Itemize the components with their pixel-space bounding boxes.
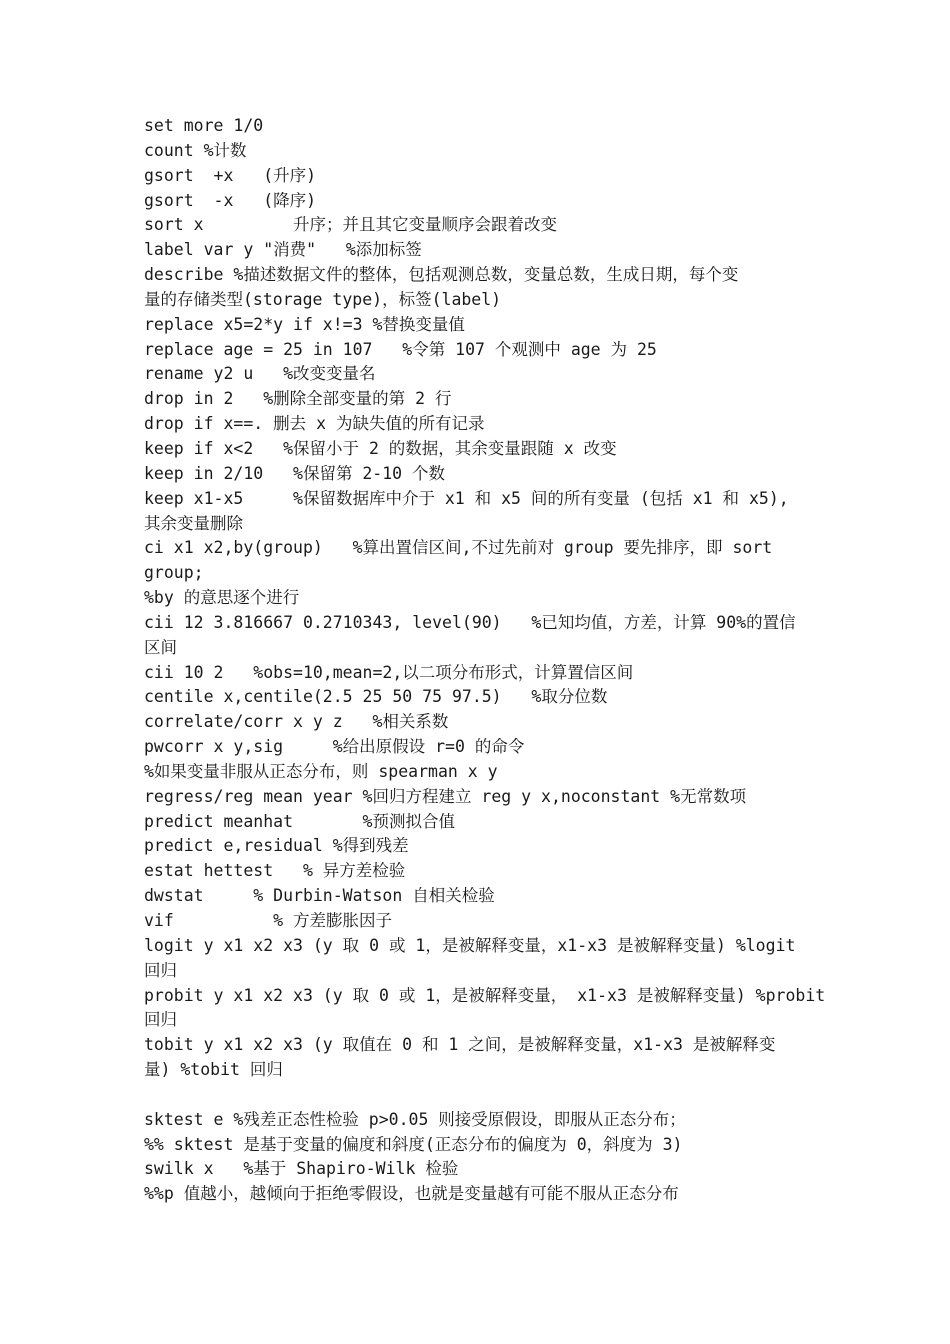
text-line: replace x5=2*y if x!=3 %替换变量值 <box>144 314 465 334</box>
text-line: %by 的意思逐个进行 <box>144 588 300 608</box>
text-line: describe %描述数据文件的整体，包括观测总数，变量总数，生成日期，每个变 <box>144 265 739 285</box>
text-line: group; <box>144 563 204 583</box>
text-line: 回归 <box>144 960 177 980</box>
code-notes-body <box>144 114 824 1207</box>
text-line: 量的存储类型(storage type)，标签(label) <box>144 289 502 309</box>
text-line: label var y "消费" %添加标签 <box>144 240 422 260</box>
text-line: predict meanhat %预测拟合值 <box>144 811 455 831</box>
text-line: 区间 <box>144 637 177 657</box>
text-line: sktest e %残差正态性检验 p>0.05 则接受原假设，即服从正态分布； <box>144 1109 686 1129</box>
text-line: keep in 2/10 %保留第 2-10 个数 <box>144 463 446 483</box>
text-line: 量) %tobit 回归 <box>144 1060 283 1080</box>
text-line: set more 1/0 <box>144 116 264 135</box>
text-line: regress/reg mean year %回归方程建立 reg y x,noconstant %无常数项 <box>144 786 747 806</box>
text-line: logit y x1 x2 x3 (y 取 0 或 1，是被解释变量，x1-x3 是被解释变量) %logit <box>144 935 796 955</box>
text-line: drop in 2 %删除全部变量的第 2 行 <box>144 389 452 409</box>
text-line: keep if x<2 %保留小于 2 的数据，其余变量跟随 x 改变 <box>144 438 617 458</box>
text-line: gsort -x (降序) <box>144 190 317 210</box>
text-line: gsort +x (升序) <box>144 165 317 185</box>
text-line: drop if x==. 删去 x 为缺失值的所有记录 <box>144 414 485 434</box>
text-line: sort x 升序；并且其它变量顺序会跟着改变 <box>144 215 558 235</box>
text-line: predict e,residual %得到残差 <box>144 836 409 856</box>
text-line: tobit y x1 x2 x3 (y 取值在 0 和 1 之间，是被解释变量，x1-x3 是被解释变 <box>144 1035 776 1055</box>
text-line: count %计数 <box>144 140 247 160</box>
blank-line <box>144 1083 824 1108</box>
text-line: swilk x %基于 Shapiro-Wilk 检验 <box>144 1159 459 1179</box>
text-line: probit y x1 x2 x3 (y 取 0 或 1，是被解释变量， x1-x3 是被解释变量) %probit <box>144 985 826 1005</box>
text-line: vif % 方差膨胀因子 <box>144 911 393 930</box>
text-line: cii 12 3.816667 0.2710343, level(90) %已知均值，方差，计算 90%的置信 <box>144 612 796 632</box>
text-line: cii 10 2 %obs=10,mean=2,以二项分布形式，计算置信区间 <box>144 662 634 682</box>
text-line: %% sktest 是基于变量的偏度和斜度(正态分布的偏度为 0，斜度为 3) <box>144 1134 683 1154</box>
text-line: rename y2 u %改变变量名 <box>144 364 376 384</box>
text-line: estat hettest % 异方差检验 <box>144 861 406 881</box>
text-line: pwcorr x y,sig %给出原假设 r=0 的命令 <box>144 737 525 757</box>
text-line: %%p 值越小，越倾向于拒绝零假设，也就是变量越有可能不服从正态分布 <box>144 1184 679 1204</box>
text-line: %如果变量非服从正态分布，则 spearman x y <box>144 761 498 781</box>
text-line: replace age = 25 in 107 %令第 107 个观测中 age 为 25 <box>144 339 657 359</box>
text-line: dwstat % Durbin-Watson 自相关检验 <box>144 886 495 906</box>
text-line: correlate/corr x y z %相关系数 <box>144 712 449 732</box>
text-line: 其余变量删除 <box>144 513 243 533</box>
text-line: ci x1 x2,by(group) %算出置信区间,不过先前对 group 要先排序，即 sort <box>144 538 773 558</box>
text-line: 回归 <box>144 1010 177 1030</box>
text-line: centile x,centile(2.5 25 50 75 97.5) %取分位数 <box>144 687 608 707</box>
text-line: keep x1-x5 %保留数据库中介于 x1 和 x5 间的所有变量 (包括 x1 和 x5), <box>144 488 789 508</box>
